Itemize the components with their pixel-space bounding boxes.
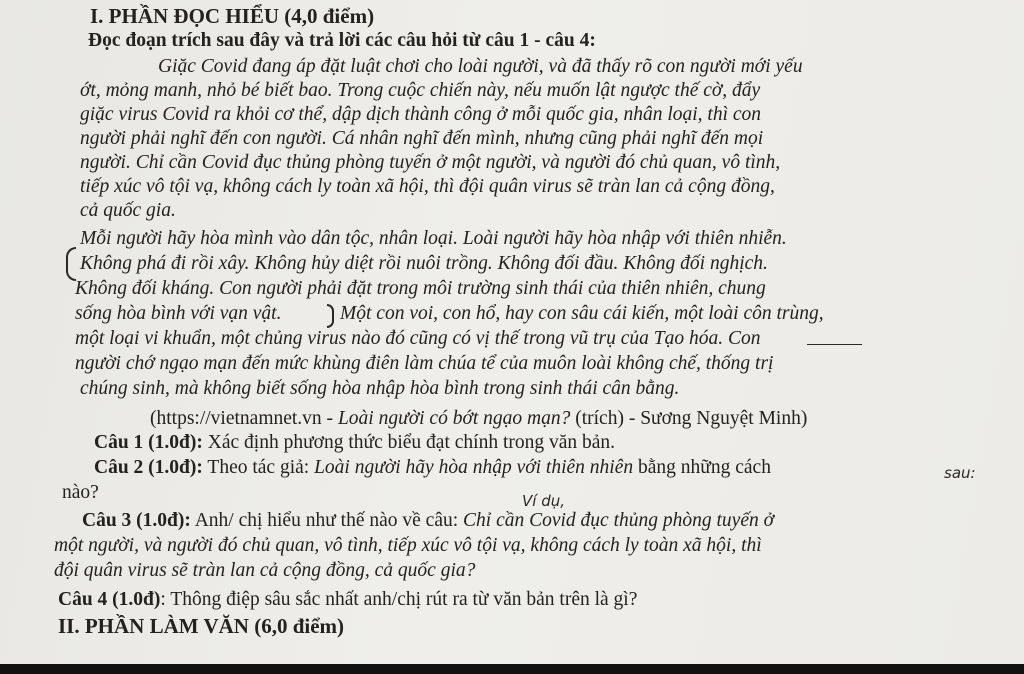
- para2-line: Một con voi, con hổ, hay con sâu cái kiến, một loài côn trùng,: [340, 303, 824, 324]
- question-2-text: bằng những cách: [633, 457, 771, 478]
- question-2-continuation: nào?: [62, 482, 99, 503]
- photo-dark-edge: [0, 664, 1024, 674]
- pen-underline-mark: [807, 344, 862, 345]
- para1-line: tiếp xúc vô tội vạ, không cách ly toàn xã hội, thì đội quân virus sẽ tràn lan cả cộng đồng,: [80, 176, 775, 197]
- para1-line: người. Chỉ cần Covid đục thủng phòng tuyến ở một người, và người đó chủ quan, vô tình,: [80, 152, 781, 173]
- question-2-quote: Loài người hãy hòa nhập với thiên nhiên: [314, 457, 634, 478]
- para1-line: giặc virus Covid ra khỏi cơ thể, dập dịch thành công ở mỗi quốc gia, nhân loại, thì con: [80, 104, 762, 125]
- question-3: [82, 510, 774, 532]
- para1-line: người phải nghĩ đến con người. Cá nhân nghĩ đến mình, nhưng cũng phải nghĩ đến mọi: [80, 128, 764, 149]
- para2-line: người chớ ngạo mạn đến mức khùng điên làm chúa tể của muôn loài không chế, thống trị: [75, 353, 774, 374]
- question-1-label: Câu 1 (1.0đ):: [94, 432, 203, 453]
- para2-line: Không phá đi rồi xây. Không hủy diệt rồi nuôi trồng. Không đối đầu. Không đối nghịch.: [80, 253, 768, 274]
- question-3-label: Câu 3 (1.0đ):: [82, 510, 191, 531]
- reading-instruction: Đọc đoạn trích sau đây và trả lời các câu hỏi từ câu 1 - câu 4:: [88, 30, 596, 51]
- question-4: [58, 589, 637, 611]
- question-2: [94, 457, 771, 479]
- para2-line: Mỗi người hãy hòa mình vào dân tộc, nhân loại. Loài người hãy hòa nhập với thiên nhiễn.: [80, 228, 787, 249]
- para2-line: chúng sinh, mà không biết sống hòa nhập hòa bình trong sinh thái cân bằng.: [80, 378, 680, 399]
- source-url: (https://vietnamnet.vn -: [150, 408, 338, 429]
- pen-bracket-mark: [327, 304, 334, 328]
- source-title: Loài người có bớt ngạo mạn?: [337, 408, 571, 429]
- question-1: [94, 432, 615, 454]
- para1-line: cả quốc gia.: [80, 200, 176, 221]
- question-3-quote-line: một người, và người đó chủ quan, vô tình, tiếp xúc vô tội vạ, không cách ly toàn xã hội, thì: [54, 535, 762, 556]
- source-author: (trích) - Sương Nguyệt Minh): [570, 408, 808, 429]
- section2-title: II. PHẦN LÀM VĂN (6,0 điểm): [58, 614, 345, 638]
- para2-line: Không đối kháng. Con người phải đặt trong môi trường sinh thái của thiên nhiên, chung: [75, 278, 766, 299]
- para1-line: ớt, mỏng manh, nhỏ bé biết bao. Trong cuộc chiến này, nếu muốn lật ngược thế cờ, đẩy: [80, 80, 761, 101]
- question-2-text: Theo tác giả:: [202, 457, 315, 478]
- question-3-quote: Chỉ cần Covid đục thủng phòng tuyến ở: [463, 510, 775, 531]
- source-citation: [150, 408, 807, 430]
- question-4-text: : Thông điệp sâu sắc nhất anh/chị rút ra từ văn bản trên là gì?: [160, 589, 638, 610]
- question-3-quote-line: đội quân virus sẽ tràn lan cả cộng đồng, cả quốc gia?: [54, 560, 476, 581]
- section1-title: I. PHẦN ĐỌC HIỂU (4,0 điểm): [90, 4, 375, 28]
- question-1-text: Xác định phương thức biểu đạt chính trong văn bản.: [202, 432, 616, 453]
- para2-line: một loại vi khuẩn, một chủng virus nào đó cũng có vị thế trong vũ trụ của Tạo hóa. Con: [75, 328, 761, 349]
- question-4-label: Câu 4 (1.0đ): [58, 589, 161, 610]
- question-3-text: Anh/ chị hiểu như thế nào về câu:: [190, 510, 464, 531]
- para2-line: sống hòa bình với vạn vật.: [75, 303, 282, 324]
- pen-bracket-mark: [66, 247, 76, 281]
- para1-line: Giặc Covid đang áp đặt luật chơi cho loài người, và đã thấy rõ con người mới yếu: [158, 56, 803, 77]
- handwritten-note: Ví dụ,: [522, 492, 565, 510]
- handwritten-note: sau:: [944, 464, 976, 482]
- question-2-label: Câu 2 (1.0đ):: [94, 457, 203, 478]
